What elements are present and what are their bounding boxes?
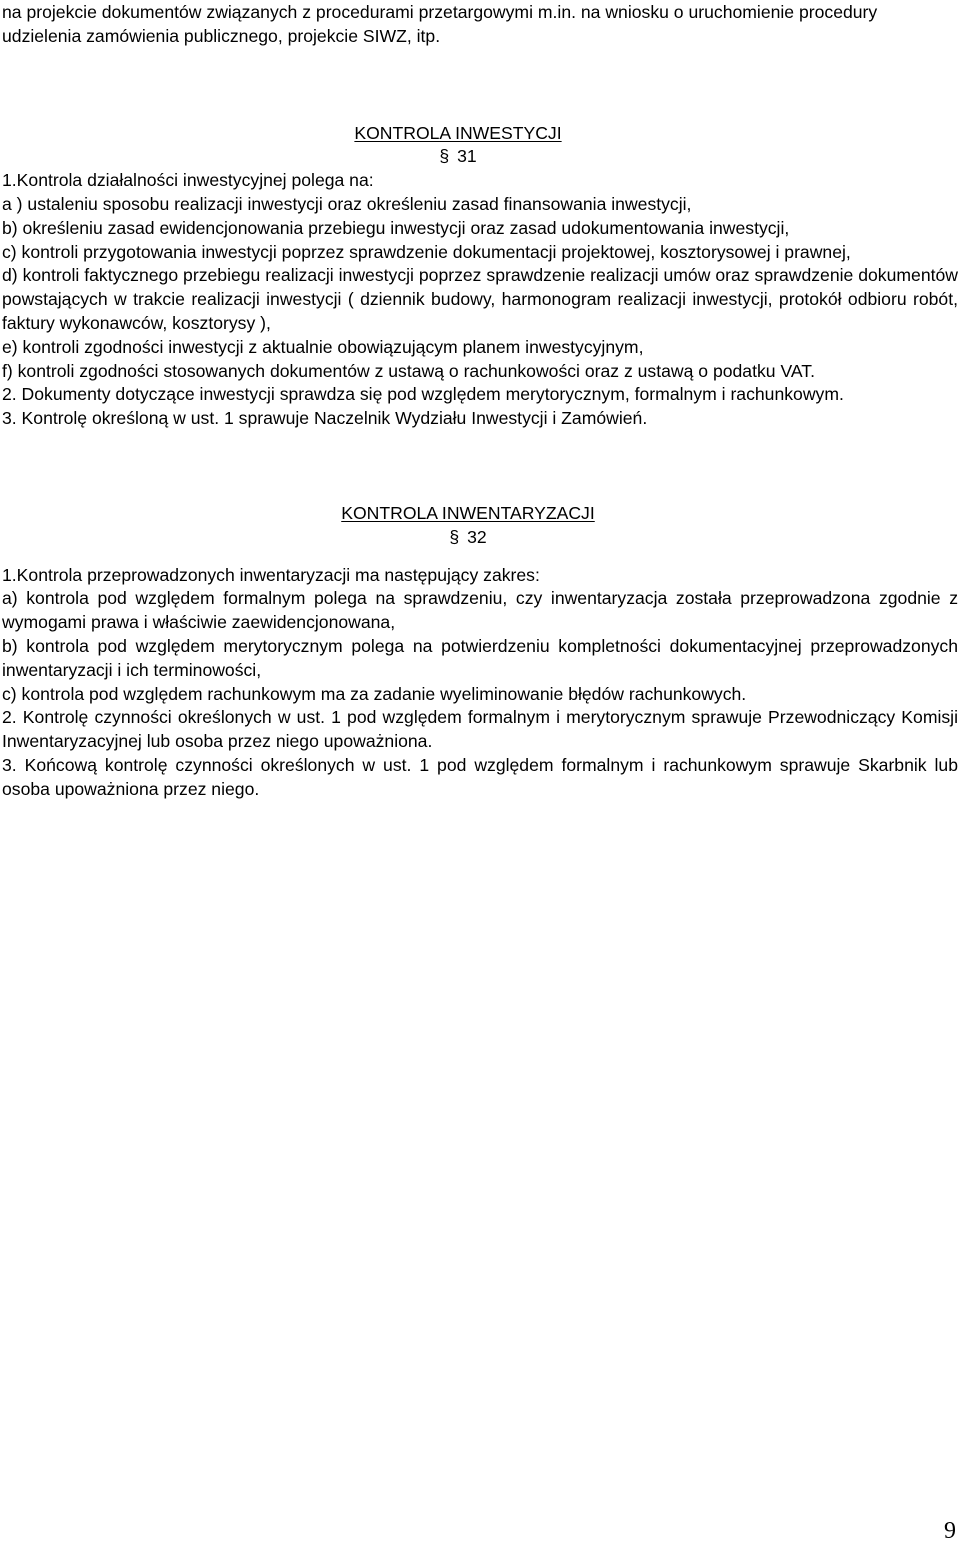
section-32-point-2: 2. Kontrolę czynności określonych w ust. 1 pod względem formalnym i merytorycznym sprawuje Przewodniczący Komisji Inwentaryzacyjnej lub osoba przez niego upoważniona. [2,707,958,752]
paragraph-sign: § [439,146,450,167]
section-32-point-a: a) kontrola pod względem formalnym polega na sprawdzeniu, czy inwentaryzacja została przeprowadzona zgodnie z wymogami prawa i właściwie zaewidencjonowana, [2,588,958,633]
section-31-point-a: a ) ustaleniu sposobu realizacji inwestycji oraz określeniu zasad finansowania inwestycji, [2,193,692,214]
section-31-title: KONTROLA INWESTYCJI [354,122,562,143]
section-32-point-b: b) kontrola pod względem merytorycznym polega na potwierdzeniu kompletności dokumentacyjnej przeprowadzonych inwentaryzacji i ich terminowości, [2,635,958,680]
section-31-point-1: 1.Kontrola działalności inwestycyjnej polega na: [2,170,374,191]
section-31-number: 31 [457,146,477,167]
intro-paragraph: na projekcie dokumentów związanych z procedurami przetargowymi m.in. na wniosku o uruchomienie procedury udzielenia zamówienia publicznego, projekcie SIWZ, itp. [2,2,878,46]
page-number: 9 [944,1518,956,1544]
section-31-heading [0,122,936,146]
section-32-point-1: 1.Kontrola przeprowadzonych inwentaryzacji ma następujący zakres: [2,564,540,585]
section-32-heading [0,502,946,526]
section-31-point-c: c) kontroli przygotowania inwestycji poprzez sprawdzenie dokumentacji projektowej, kosztorysowej i prawnej, [2,241,851,262]
section-31-number-row [0,145,936,169]
section-31-point-3: 3. Kontrolę określoną w ust. 1 sprawuje Naczelnik Wydziału Inwestycji i Zamówień. [2,408,648,429]
paragraph-sign: § [449,526,460,547]
section-32-point-3: 3. Końcową kontrolę czynności określonych w ust. 1 pod względem formalnym i rachunkowym sprawuje Skarbnik lub osoba upoważniona przez niego. [2,754,958,799]
section-31-point-2: 2. Dokumenty dotyczące inwestycji sprawdza się pod względem merytorycznym, formalnym i rachunkowym. [2,384,844,405]
section-32-point-c: c) kontrola pod względem rachunkowym ma za zadanie wyeliminowanie błędów rachunkowych. [2,683,747,704]
section-31-point-f: f) kontroli zgodności stosowanych dokumentów z ustawą o rachunkowości oraz z ustawą o podatku VAT. [2,360,815,381]
section-32-title: KONTROLA INWENTARYZACJI [341,502,595,523]
section-32-number-row [0,526,946,550]
section-31-point-d: d) kontroli faktycznego przebiegu realizacji inwestycji poprzez sprawdzenie realizacji umów oraz sprawdzenie dokumentów powstających w trakcie realizacji inwestycji ( dziennik budowy, harmonogram realizacji inwestycji, protokół odbioru robót, faktury wykonawców, kosztorysy ), [2,265,958,333]
spacer [2,431,958,502]
section-32-number: 32 [467,526,487,547]
section-31-point-b: b) określeniu zasad ewidencjonowania przebiegu inwestycji oraz zasad udokumentowania inwestycji, [2,217,790,238]
document-body [2,0,958,802]
section-31-point-e: e) kontroli zgodności inwestycji z aktualnie obowiązującym planem inwestycyjnym, [2,336,644,357]
